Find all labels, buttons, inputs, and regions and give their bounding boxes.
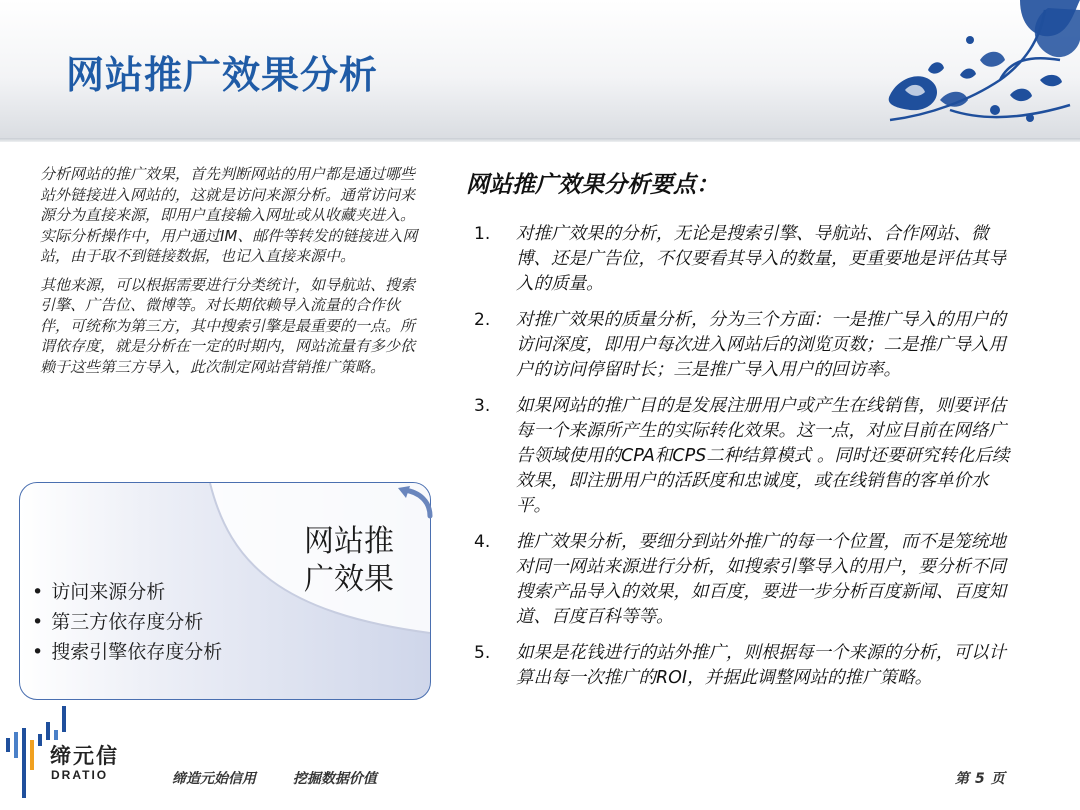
point-number: 3. — [474, 396, 491, 416]
intro-paragraph: 分析网站的推广效果，首先判断网站的用户都是通过哪些站外链接进入网站的，这就是访问来源分析。通常访问来源分为直接来源，即用户直接输入网址或从收藏夹进入。实际分析操作中，用户通过IM、邮件等转发的链接进入网站，由于取不到链接数据，也记入直接来源中。 — [40, 165, 418, 265]
point-number: 4. — [474, 532, 491, 552]
point-item — [474, 530, 1014, 630]
floral-ornament-icon — [870, 0, 1080, 138]
point-item — [474, 308, 1014, 383]
slogan-part: 挖掘数据价值 — [292, 771, 377, 787]
point-text: 对推广效果的分析，无论是搜索引擎、导航站、合作网站、微博、还是广告位，不仅要看其导入的数量，更重要地是评估其导入的质量。 — [516, 224, 1006, 294]
footer-slogan — [172, 768, 395, 788]
point-text: 推广效果分析，要细分到站外推广的每一个位置，而不是笼统地对同一网站来源进行分析，如搜索引擎导入的用户，要分析不同搜索产品导入的效果，如百度，要进一步分析百度新闻、百度知道、百度百科等等。 — [516, 532, 1006, 627]
point-text: 如果是花钱进行的站外推广，则根据每一个来源的分析，可以计算出每一次推广的ROI，并据此调整网站的推广策略。 — [516, 643, 1006, 688]
slogan-part: 缔造元始信用 — [172, 771, 256, 787]
point-number: 1. — [474, 224, 491, 244]
summary-list-item: • 搜索引擎依存度分析 — [32, 637, 222, 667]
page-number-value: 5 — [975, 771, 985, 787]
summary-list — [32, 577, 222, 667]
point-text: 对推广效果的质量分析，分为三个方面：一是推广导入的用户的访问深度，即用户每次进入网站后的浏览页数；二是推广导入用户的访问停留时长；三是推广导入用户的回访率。 — [516, 310, 1006, 380]
points-heading: 网站推广效果分析要点： — [466, 172, 719, 198]
summary-title — [304, 523, 414, 599]
curved-arrow-icon — [396, 486, 436, 526]
point-number: 2. — [474, 310, 491, 330]
intro-text — [40, 164, 426, 385]
summary-title-line: 广效果 — [304, 562, 394, 597]
intro-paragraph: 其他来源，可以根据需要进行分类统计，如导航站、搜索引擎、广告位、微博等。对长期依赖导入流量的合作伙伴，可统称为第三方，其中搜索引擎是最重要的一点。所谓依存度，就是分析在一定的时期内，网站流量有多少依赖于这些第三方导入，此次制定网站营销推广策略。 — [40, 275, 416, 376]
header-divider — [0, 138, 1080, 142]
slide-title: 网站推广效果分析 — [66, 53, 379, 97]
summary-list-item: • 第三方依存度分析 — [32, 607, 222, 637]
page-number — [955, 768, 1005, 788]
logo-chinese-name: 缔元信 — [50, 744, 119, 768]
page-prefix: 第 — [955, 771, 969, 787]
summary-title-line: 网站推 — [304, 524, 394, 559]
point-item — [474, 641, 1014, 691]
page-suffix: 页 — [990, 771, 1005, 787]
point-item — [474, 222, 1014, 297]
logo-english-name: DRATIO — [51, 768, 109, 782]
point-text: 如果网站的推广目的是发展注册用户或产生在线销售，则要评估每一个来源所产生的实际转化效果。这一点，对应目前在网络广告领域使用的CPA和CPS二种结算模式 。同时还要研究转化后续效果，即注册用户的活跃度和忠诚度，或在线销售的客单价水平。 — [516, 396, 1010, 516]
summary-box — [19, 482, 431, 700]
points-list — [474, 222, 1014, 702]
summary-list-item: • 访问来源分析 — [32, 577, 222, 607]
point-item — [474, 394, 1014, 519]
point-number: 5. — [474, 643, 491, 663]
